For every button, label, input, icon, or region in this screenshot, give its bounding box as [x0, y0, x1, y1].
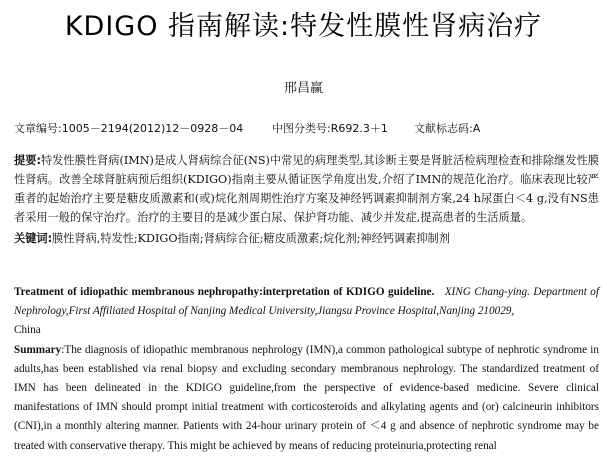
keywords-paragraph [14, 229, 599, 248]
english-header [14, 283, 599, 341]
keywords-text: 膜性肾病,特发性;KDIGO指南;肾病综合征;糖皮质激素;烷化剂;神经钙调素抑制剂 [52, 232, 450, 245]
keywords-label: 关键词: [14, 232, 53, 245]
chinese-abstract [14, 151, 599, 248]
english-author: XING Chang-ying. Department of Nephrology,First Affiliated Hospital of Nanjing Medical University,Jiangsu Province Hospital,Nanjing 210029, [14, 286, 599, 318]
abstract-paragraph [14, 151, 599, 227]
english-abstract [14, 283, 599, 456]
article-meta [14, 120, 593, 138]
english-summary [14, 341, 599, 456]
clc-number: 中图分类号:R692.3＋1 [272, 122, 388, 135]
summary-label: Summary [14, 343, 62, 356]
paper-title: KDIGO 指南解读:特发性膜性肾病治疗 [64, 11, 543, 42]
english-title: Treatment of idiopathic membranous nephropathy:interpretation of KDIGO guideline. [14, 286, 435, 298]
article-number: 文章编号:1005－2194(2012)12－0928－04 [14, 122, 244, 135]
abstract-label: 提要: [14, 154, 41, 167]
document-code: 文献标志码:A [414, 122, 481, 135]
author-name: 邢昌赢 [283, 81, 323, 96]
summary-text: :The diagnosis of idiopathic membranous nephrology (IMN),a common pathological subtype of nephrotic syndrome in adults,has been established via renal biopsy and excluding secondary membranous nephrology. The standardized treatment of IMN has been delineated in the KDIGO guideline,from the perspective of evidence-based medicine. Severe clinical manifestations of IMN should prompt initial treatment with corticosteroids and alkylating agents and (or) calcineurin inhibitors (CNI),in a monthly altering manner. Patients with 24-hour urinary protein of ＜4 g and absence of nephrotic syndrome may be treated with conservative therapy. This might be achieved by means of reducing proteinuria,protecting renal [14, 343, 599, 452]
abstract-text: 特发性膜性肾病(IMN)是成人肾病综合征(NS)中常见的病理类型,其诊断主要是肾脏活检病理检查和排除继发性膜性肾病。改善全球肾脏病预后组织(KDIGO)指南主要从循证医学角度出发,介绍了IMN的规范化治疗。临床表现比较严重者的起始治疗主要是糖皮质激素和(或)烷化剂周期性治疗方案及神经钙调素抑制剂方案,24 h尿蛋白＜4 g,没有NS患者采用一般的保守治疗。治疗的主要目的是减少蛋白尿、保护肾功能、减少并发症,提高患者的生活质量。 [14, 154, 599, 224]
english-country: China [14, 324, 41, 337]
